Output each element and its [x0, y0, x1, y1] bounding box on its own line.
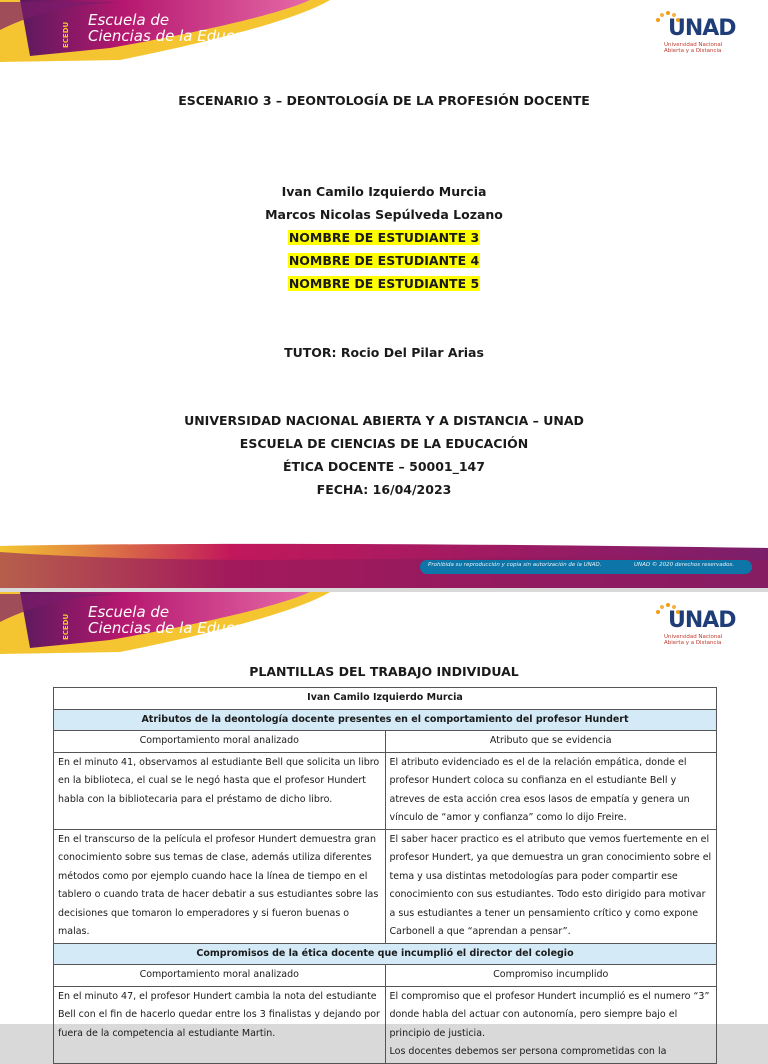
school-name-line2: Ciencias de la Educación: [88, 27, 275, 45]
document-title: ESCENARIO 3 – DEONTOLOGÍA DE LA PROFESIÓN DOCENTE: [178, 93, 590, 108]
logo-subtitle-2-line1: Universidad Nacional: [664, 634, 723, 640]
header-banner: [0, 0, 768, 62]
row3-commitment-para1: El compromiso que el profesor Hundert incumplió es el numero “3” donde habla del actuar con autonomía, pero siempre bajo el principio de justicia.: [389, 990, 710, 1039]
school-name-2: [88, 604, 274, 636]
university-name: UNIVERSIDAD NACIONAL ABIERTA Y A DISTANCIA – UNAD: [184, 413, 584, 428]
logo-subtitle-line1: Universidad Nacional: [664, 42, 723, 48]
logo-subtitle-2: [664, 634, 722, 646]
unad-logo-2: [654, 602, 744, 652]
student-name-5: [0, 276, 768, 291]
section2-title: Compromisos de la ética docente que incumplió el director del colegio: [54, 943, 717, 965]
logo-subtitle: [664, 42, 722, 54]
logo-wordmark-2: UNAD: [668, 608, 736, 633]
section2-col1-header: Comportamiento moral analizado: [54, 965, 386, 987]
school-name: [88, 12, 274, 44]
row3-commitment: [385, 986, 717, 1063]
section1-title: Atributos de la deontología docente presentes en el comportamiento del profesor Hundert: [54, 709, 717, 731]
school-name-line1: Escuela de: [88, 11, 170, 29]
page-footer: [0, 540, 768, 588]
logo-wordmark: UNAD: [668, 16, 736, 41]
student-name-3-highlight: NOMBRE DE ESTUDIANTE 3: [288, 230, 480, 245]
logo-subtitle-line2: Abierta y a Distancia: [664, 48, 722, 54]
template-table: [53, 687, 717, 1064]
section1-col2-header: Atributo que se evidencia: [385, 731, 717, 753]
row1-behavior: En el minuto 41, observamos al estudiante Bell que solicita un libro en la biblioteca, el cual se le negó hasta que el profesor Hundert habla con la bibliotecaria para el préstamo de dicho libro.: [54, 752, 386, 829]
student-name-3: [0, 230, 768, 245]
row2-attribute: El saber hacer practico es el atributo que vemos fuertemente en el profesor Hundert, ya que demuestra un gran conocimiento sobre el tema y usa distintas metodologías para poder compartir ese conocimiento con sus estudiantes. Todo esto dirigido para motivar a sus estudiantes a tener un pensamiento crítico y como expone Carbonell a que “aprendan a pensar”.: [385, 829, 717, 943]
date-line: FECHA: 16/04/2023: [316, 482, 452, 497]
ecedu-label-2: ECEDU: [62, 613, 70, 640]
template-heading: PLANTILLAS DEL TRABAJO INDIVIDUAL: [249, 664, 519, 679]
row1-attribute: El atributo evidenciado es el de la relación empática, donde el profesor Hundert coloca su confianza en el estudiante Bell y atreves de esta acción crea esos lasos de empatía y genera un vínculo de “amor y confianza” como lo dijo Freire.: [385, 752, 717, 829]
row3-behavior: En el minuto 47, el profesor Hundert cambia la nota del estudiante Bell con el fin de hacerlo quedar entre los 3 finalistas y dejando por fuera de la competencia al estudiante Martin.: [54, 986, 386, 1063]
logo-subtitle-2-line2: Abierta y a Distancia: [664, 640, 722, 646]
school-name-2-line2: Ciencias de la Educación: [88, 619, 275, 637]
student-name-4-highlight: NOMBRE DE ESTUDIANTE 4: [288, 253, 480, 268]
student-name-1: Ivan Camilo Izquierdo Murcia: [281, 184, 487, 199]
footer-rights: UNAD © 2020 derechos reservados.: [634, 562, 735, 568]
section2-col2-header: Compromiso incumplido: [385, 965, 717, 987]
table-student-name: Ivan Camilo Izquierdo Murcia: [54, 688, 717, 710]
table-row: [54, 986, 717, 1063]
section1-col1-header: Comportamiento moral analizado: [54, 731, 386, 753]
school-name-2-line1: Escuela de: [88, 603, 170, 621]
ecedu-label: ECEDU: [62, 21, 70, 48]
header-banner-2: [0, 592, 768, 654]
school-line: ESCUELA DE CIENCIAS DE LA EDUCACIÓN: [239, 436, 529, 451]
row3-commitment-para2: Los docentes debemos ser persona comprometidas con la: [389, 1046, 667, 1057]
template-page: [0, 592, 768, 1057]
table-row: [54, 752, 717, 829]
unad-logo: [654, 10, 744, 60]
table-row: [54, 829, 717, 943]
student-name-5-highlight: NOMBRE DE ESTUDIANTE 5: [288, 276, 480, 291]
student-name-2: Marcos Nicolas Sepúlveda Lozano: [265, 207, 503, 222]
student-name-4: [0, 253, 768, 268]
footer-copyright-notice: Prohibida su reproducción y copia sin autorización de la UNAD.: [428, 562, 602, 568]
row2-behavior: En el transcurso de la película el profesor Hundert demuestra gran conocimiento sobre sus temas de clase, además utiliza diferentes métodos como por ejemplo cuando hace la línea de tiempo en el tablero o cuando trata de hacer debatir a sus estudiantes sobre las decisiones que tomaron lo emperadores y si fueron buenas o malas.: [54, 829, 386, 943]
tutor-line: TUTOR: Rocio Del Pilar Arias: [284, 345, 484, 360]
course-line: ÉTICA DOCENTE – 50001_147: [283, 459, 485, 474]
